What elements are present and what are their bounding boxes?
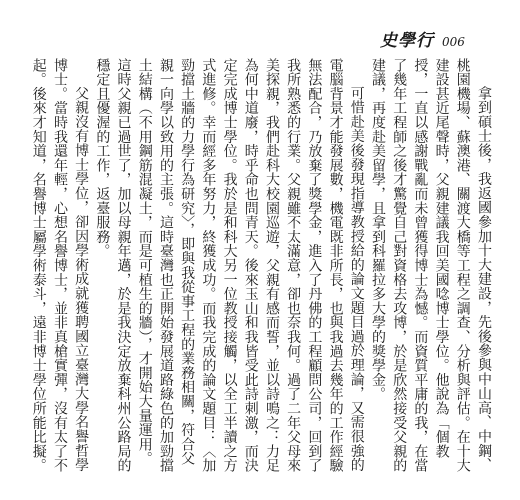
paragraph-1: 拿到碩士後，我返國參加十大建設，先後參與中山高、中鋼、桃園機場、蘇澳港、關渡大橋等工程之調查、分析與評估。在十大建設甚近尾聲時，父親建議我回美國唸博士學位。他說為「個教授，一直以感謝戰亂而未曾獲得博士為憾。而資質平庸的我，在當了幾年工程師之後才驚覺自己對資格去攻博，於是欣然接受父親的建議，再度赴美留學，且拿到科羅拉多大學的獎學金。 — [369, 58, 492, 473]
body-text — [30, 58, 494, 478]
book-logo: 史學行 — [380, 31, 434, 51]
page-header — [380, 26, 465, 51]
paragraph-2: 可惜赴美後發現指導教授給的論文題目過於理論，又需很強的電腦背景才能發展數，機電既非所長，也與我過去幾年的工作經驗無法配合，乃放棄了獎學金，進入了丹佛的工程顧問公司，回到了我所熟悉的行業。父親雖不太滿意，卻也奈我何。過了二年父母來美探親，我們赴科大校園巡遊，父親有感而誓，並以詩鳴之：力足為何中道廢，時乎命也問青天。後來玉山和我皆受此詩刺激，而決定完成博士學位。我於是和科大另一位教授接觸，以全工半讀之方式進修。幸而經多年努力，終獲成功。而我完成的論文題目：〈加勁擋土牆的力學行為研究〉，即與我從事工程的業務相關，符合父親一向學以致用的主張。這時臺灣也正開始發展道路綠色的加勁擋土結構（不用鋼筋混凝土，而是可植生的牆），才開始大量運用。這時父親已過世了，加以母親年邁，於是我決定放棄科州公路局的穩定且優渥的工作，返臺服務。 — [94, 58, 365, 473]
paragraph-3: 父親沒有博士學位，卻因學術成就獲聘國立臺灣大學名譽哲學博士。當時我還年輕，心想名譽博士，並非真槍實彈，沒有太了不起。後來才知道，名譽博士屬學術泰斗，遠非博士學位所能比擬。 — [30, 58, 90, 473]
page-number: 006 — [442, 35, 465, 49]
